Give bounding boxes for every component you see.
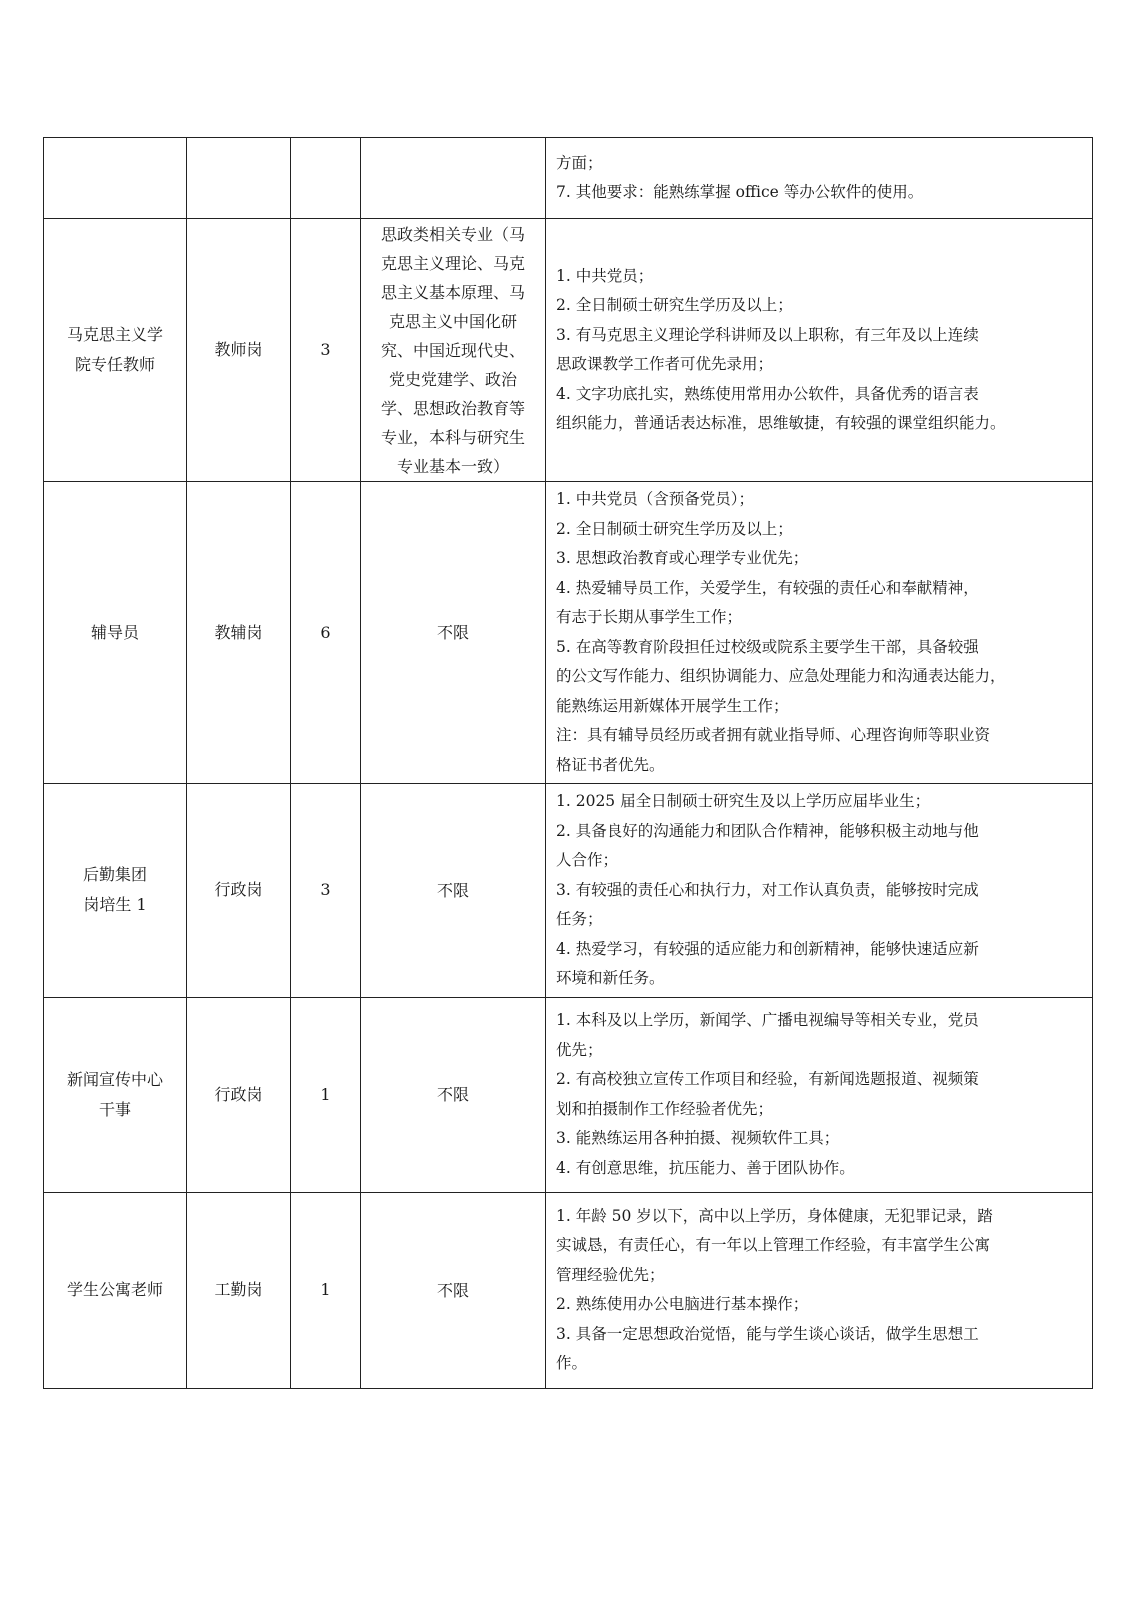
requirement-line: 的公文写作能力、组织协调能力、应急处理能力和沟通表达能力，	[556, 667, 1006, 685]
requirement-line: 1. 年龄 50 岁以下，高中以上学历，身体健康，无犯罪记录，踏	[556, 1206, 993, 1225]
requirement-line: 1. 本科及以上学历，新闻学、广播电视编导等相关专业，党员	[556, 1011, 979, 1029]
major-line: 党史党建学、政治	[388, 369, 517, 389]
major-line: 专业，本科与研究生	[380, 427, 525, 447]
requirement-line: 作。	[556, 1354, 588, 1372]
requirements-cell	[546, 482, 1093, 784]
major-cell	[361, 138, 546, 219]
position-line: 新闻宣传中心	[66, 1069, 163, 1089]
position-cell	[44, 219, 187, 482]
requirement-line: 1. 中共党员；	[556, 266, 654, 285]
table-row	[44, 997, 1093, 1192]
post-type-cell: 工勤岗	[187, 1192, 291, 1388]
requirement-line: 优先；	[556, 1040, 603, 1059]
position-line: 岗培生 1	[83, 895, 147, 915]
requirement-line: 环境和新任务。	[556, 969, 665, 987]
requirement-line: 思政课教学工作者可优先录用；	[556, 355, 774, 373]
requirement-line: 7. 其他要求：能熟练掌握 office 等办公软件的使用。	[556, 183, 924, 201]
requirement-line: 1. 中共党员（含预备党员）；	[556, 490, 754, 508]
requirement-line: 3. 有较强的责任心和执行力，对工作认真负责，能够按时完成	[556, 880, 979, 899]
position-line: 院专任教师	[74, 355, 155, 374]
requirement-line: 3. 具备一定思想政治觉悟，能与学生谈心谈话，做学生思想工	[556, 1324, 979, 1343]
major-line: 究、中国近现代史、	[380, 340, 525, 360]
position-cell	[44, 997, 187, 1192]
requirement-line: 5. 在高等教育阶段担任过校级或院系主要学生干部，具备较强	[556, 637, 979, 656]
major-line: 思主义基本原理、马	[380, 282, 525, 302]
requirement-line: 管理经验优先；	[556, 1265, 665, 1284]
major-line: 克思主义中国化研	[388, 311, 517, 331]
requirement-line: 3. 能熟练运用各种拍摄、视频软件工具；	[556, 1129, 840, 1147]
major-line: 不限	[436, 623, 469, 642]
requirement-line: 4. 热爱学习，有较强的适应能力和创新精神，能够快速适应新	[556, 939, 979, 958]
requirement-line: 注：具有辅导员经历或者拥有就业指导师、心理咨询师等职业资	[556, 726, 991, 744]
headcount-cell: 6	[291, 482, 361, 784]
requirement-line: 2. 熟练使用办公电脑进行基本操作；	[556, 1295, 809, 1313]
requirement-line: 2. 全日制硕士研究生学历及以上；	[556, 296, 793, 314]
requirements-cell	[546, 138, 1093, 219]
position-line: 马克思主义学	[66, 325, 163, 344]
position-cell	[44, 138, 187, 219]
headcount-cell: 3	[291, 784, 361, 998]
headcount-cell: 3	[291, 219, 361, 482]
headcount-cell: 1	[291, 997, 361, 1192]
position-line: 干事	[98, 1099, 131, 1119]
recruitment-table-body	[44, 138, 1093, 1389]
position-line: 学生公寓老师	[66, 1280, 163, 1299]
requirement-line: 能熟练运用新媒体开展学生工作；	[556, 696, 789, 715]
major-line: 不限	[436, 1085, 469, 1104]
requirement-line: 格证书者优先。	[556, 755, 665, 774]
major-cell	[361, 1192, 546, 1388]
requirement-line: 划和拍摄制作工作经验者优先；	[556, 1099, 774, 1118]
major-cell	[361, 219, 546, 482]
major-line: 学、思想政治教育等	[380, 398, 525, 418]
post-type-cell: 教师岗	[187, 219, 291, 482]
requirement-line: 实诚恳，有责任心，有一年以上管理工作经验，有丰富学生公寓	[556, 1236, 991, 1254]
requirements-cell	[546, 784, 1093, 998]
major-line: 不限	[436, 880, 469, 900]
major-cell	[361, 482, 546, 784]
major-line: 专业基本一致）	[396, 456, 509, 476]
position-cell	[44, 482, 187, 784]
requirement-line: 组织能力，普通话表达标准，思维敏捷，有较强的课堂组织能力。	[556, 414, 1006, 432]
requirement-line: 4. 文字功底扎实，熟练使用常用办公软件，具备优秀的语言表	[556, 384, 979, 403]
requirement-line: 方面；	[556, 153, 603, 172]
position-line: 后勤集团	[82, 865, 147, 885]
post-type-cell	[187, 138, 291, 219]
position-cell	[44, 1192, 187, 1388]
major-line: 克思主义理论、马克	[380, 253, 525, 273]
requirement-line: 人合作；	[556, 851, 619, 869]
table-row	[44, 138, 1093, 219]
requirement-line: 2. 有高校独立宣传工作项目和经验，有新闻选题报道、视频策	[556, 1070, 979, 1088]
requirement-line: 2. 具备良好的沟通能力和团队合作精神，能够积极主动地与他	[556, 821, 979, 840]
post-type-cell: 教辅岗	[187, 482, 291, 784]
requirement-line: 2. 全日制硕士研究生学历及以上；	[556, 519, 793, 538]
table-row	[44, 482, 1093, 784]
requirements-cell	[546, 997, 1093, 1192]
major-cell	[361, 997, 546, 1192]
requirements-cell	[546, 219, 1093, 482]
requirements-cell	[546, 1192, 1093, 1388]
requirement-line: 3. 思想政治教育或心理学专业优先；	[556, 549, 809, 567]
major-line: 不限	[436, 1280, 469, 1300]
table-row	[44, 1192, 1093, 1388]
table-row	[44, 219, 1093, 482]
headcount-cell: 1	[291, 1192, 361, 1388]
requirement-line: 任务；	[556, 910, 603, 928]
recruitment-table	[43, 137, 1093, 1389]
requirement-line: 有志于长期从事学生工作；	[556, 608, 743, 626]
position-line: 辅导员	[90, 622, 139, 642]
requirement-line: 1. 2025 届全日制硕士研究生及以上学历应届毕业生；	[556, 792, 931, 810]
requirement-line: 4. 热爱辅导员工作，关爱学生，有较强的责任心和奉献精神，	[556, 578, 979, 597]
table-row	[44, 784, 1093, 998]
headcount-cell	[291, 138, 361, 219]
major-line: 思政类相关专业（马	[380, 224, 525, 244]
requirement-line: 3. 有马克思主义理论学科讲师及以上职称，有三年及以上连续	[556, 325, 979, 344]
requirement-line: 4. 有创意思维，抗压能力、善于团队协作。	[556, 1158, 855, 1177]
position-cell	[44, 784, 187, 998]
post-type-cell: 行政岗	[187, 997, 291, 1192]
post-type-cell: 行政岗	[187, 784, 291, 998]
major-cell	[361, 784, 546, 998]
